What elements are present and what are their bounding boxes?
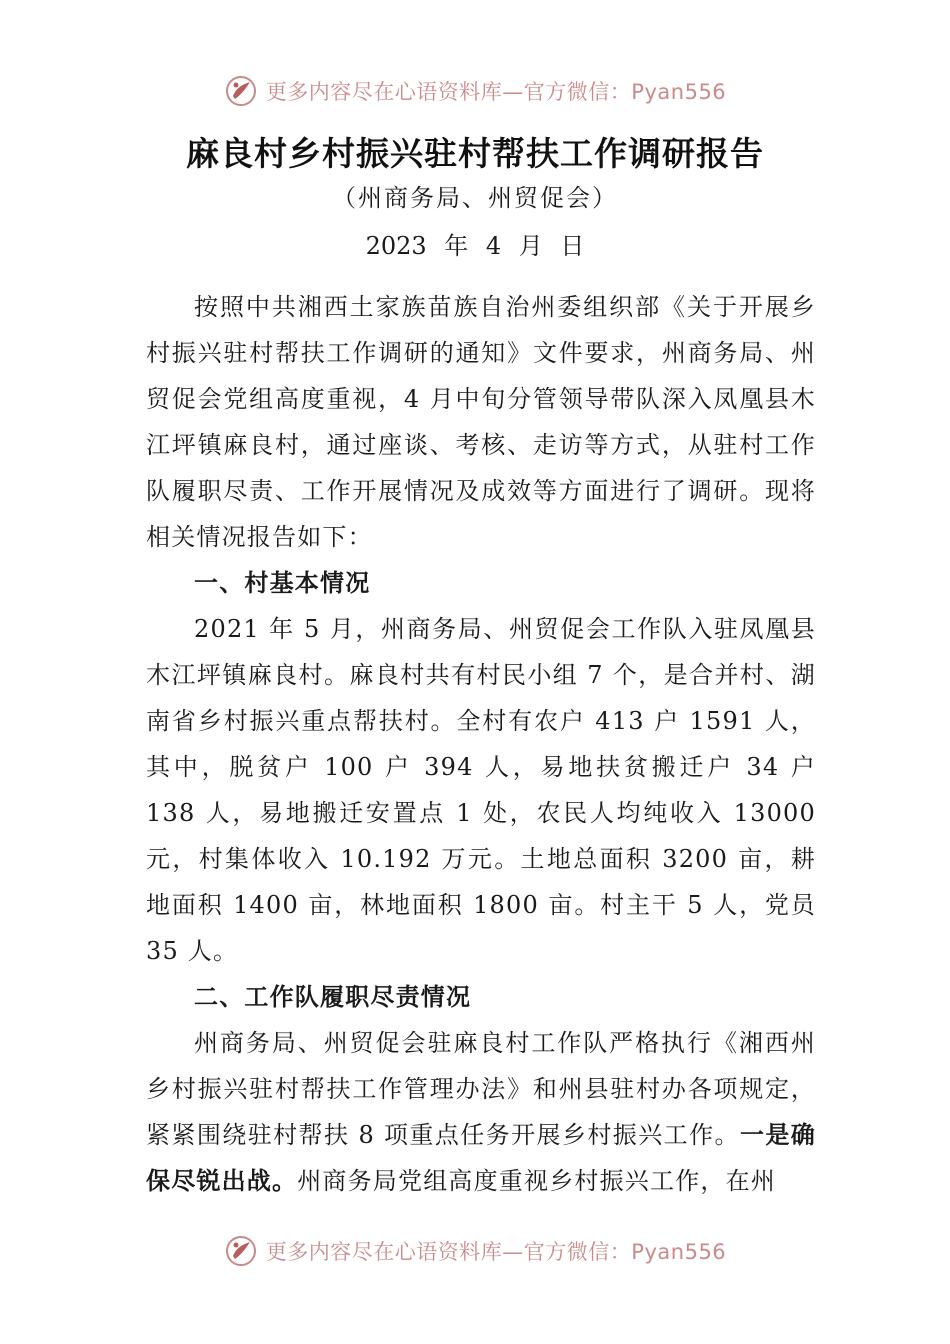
section-1-heading: 一、村基本情况 bbox=[194, 569, 371, 597]
watermark-bottom bbox=[0, 1234, 950, 1268]
document-subtitle: （州商务局、州贸促会） bbox=[332, 184, 618, 212]
watermark-logo-icon bbox=[224, 1234, 258, 1268]
section-1-paragraph: 2021 年 5 月，州商务局、州贸促会工作队入驻凤凰县木江坪镇麻良村。麻良村共有村民小组 7 个，是合并村、湖南省乡村振兴重点帮扶村。全村有农户 413 户 1591 人，其中，脱贫户 100 户 394 人，易地扶贫搬迁户 34 户 138 人，易地搬迁安置点 1 处，农民人均纯收入 13000 元，村集体收入 10.192 万元。土地总面积 3200 亩，耕地面积 1400 亩，林地面积 1800 亩。村主干 5 人，党员 35 人。 bbox=[146, 615, 816, 965]
section-2-paragraph bbox=[146, 1020, 816, 1204]
watermark-top bbox=[0, 74, 950, 108]
section-2-bold-lead: 一是确保尽锐出战。 bbox=[146, 1121, 816, 1195]
watermark-text: 更多内容尽在心语资料库—官方微信：Pyan556 bbox=[265, 1240, 727, 1264]
document-date: 2023 年 4 月 日 bbox=[365, 232, 585, 260]
intro-paragraph: 按照中共湘西土家族苗族自治州委组织部《关于开展乡村振兴驻村帮扶工作调研的通知》文件要求，州商务局、州贸促会党组高度重视，4 月中旬分管领导带队深入凤凰县木江坪镇麻良村，通过座谈、考核、走访等方式，从驻村工作队履职尽责、工作开展情况及成效等方面进行了调研。现将相关情况报告如下： bbox=[146, 293, 816, 551]
section-2-heading: 二、工作队履职尽责情况 bbox=[194, 983, 472, 1011]
section-2-text-b: 州商务局党组高度重视乡村振兴工作，在州 bbox=[297, 1167, 777, 1195]
watermark-text: 更多内容尽在心语资料库—官方微信：Pyan556 bbox=[265, 80, 727, 104]
document-body bbox=[146, 284, 816, 1204]
watermark-logo-icon bbox=[224, 74, 258, 108]
section-2-text-a: 州商务局、州贸促会驻麻良村工作队严格执行《湘西州乡村振兴驻村帮扶工作管理办法》和州县驻村办各项规定，紧紧围绕驻村帮扶 8 项重点任务开展乡村振兴工作。 bbox=[146, 1029, 816, 1149]
document-title: 麻良村乡村振兴驻村帮扶工作调研报告 bbox=[186, 134, 764, 173]
